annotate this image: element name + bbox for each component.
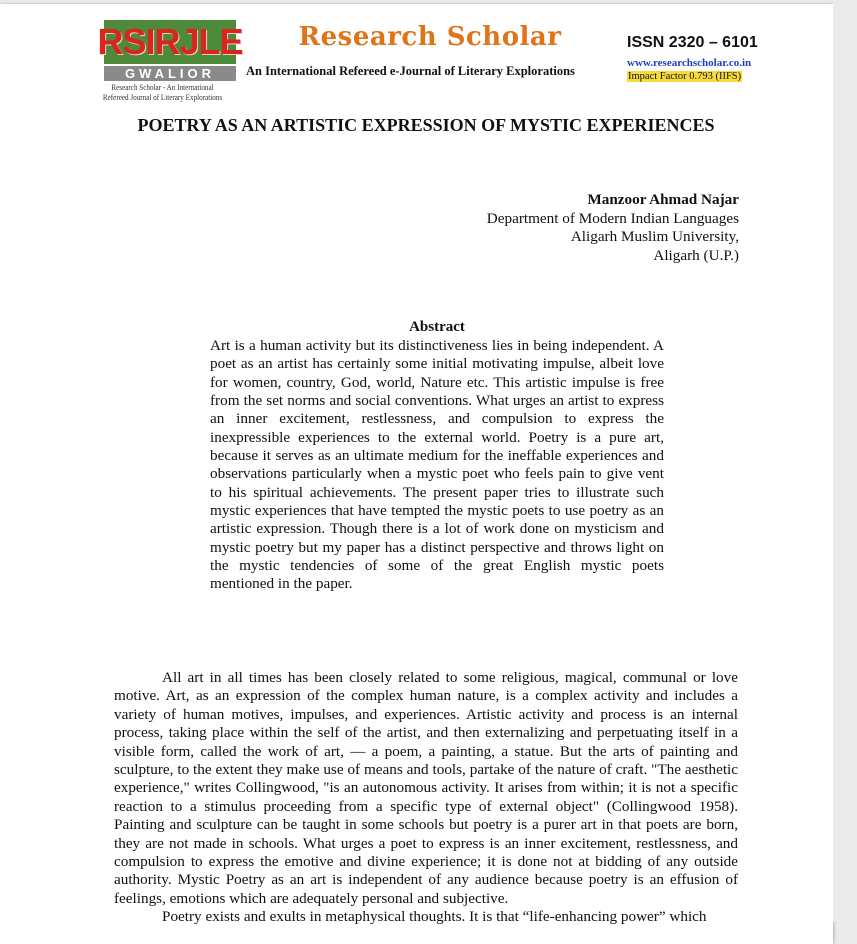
impact-factor: Impact Factor 0.793 (IIFS): [628, 71, 742, 82]
journal-description: An International Refereed e-Journal of Literary Explorations: [246, 64, 575, 78]
viewer-background: [833, 0, 857, 922]
author-department: Department of Modern Indian Languages: [486, 209, 739, 227]
logo-subtitle-line-1: Research Scholar - An International: [111, 83, 214, 92]
issn-number: ISSN 2320 – 6101: [627, 34, 758, 51]
journal-website-link[interactable]: www.researchscholar.co.in: [627, 57, 752, 69]
logo-subtitle-line-2: Refereed Journal of Literary Explorations: [102, 93, 223, 102]
abstract-text: Art is a human activity but its distinctiveness lies in being independent. A poet as an artist has certainly some initial motivating impulse, albeit love for women, country, God, world, Nature etc. This artistic impulse is free from the set norms and social conventions. What urges an artist to express an inner excitement, restlessness, and compulsion to express the inexpressible experiences to the external world. Poetry is a pure art, because it serves as an ultimate medium for the ineffable experiences and observations particularly when a mystic poet who feels pain to give vent to his spiritual achievements. The present paper tries to illustrate such mystic experiences that have tempted the mystic poets to use poetry as an artistic expression. Though there is a lot of work done on mysticism and mystic poetry but my paper has a distinct perspective and throws light on the mystic tendencies of some of the great English mystic poets mentioned in the paper.: [210, 337, 664, 593]
author-university: Aligarh Muslim University,: [570, 228, 739, 245]
journal-name: Research Scholar: [298, 22, 562, 52]
body-paragraph: All art in all times has been closely related to some religious, magical, communal or love motive. Art, as an expression of the complex human nature, is a complex activity and includes a variety of human motives, impulses, and experiences. Artistic activity and process is an internal process, taking place within the self of the artist, and then externalizing and perpetuating itself in a visible form, called the work of art, — a poem, a painting, a statue. But the arts of painting and sculpture, to the extent they make use of means and tools, partake of the nature of craft. "The aesthetic experience," writes Collingwood, "is an autonomous activity. It arises from within; it is not a specific reaction to a stimulus proceeding from a specific type of external object" (Collingwood 1958). Painting and sculpture can be taught in some schools but poetry is a purer art in that poets are born, they are not made in schools. What urges a poet to express is an inner excitement, restlessness, and compulsion to express the emotive and divine experience; it is done not at bidding of any outside authority. Mystic Poetry as an art is independent of any audience because poetry is an effusion of feelings, emotions which are adequately personal and subjective.: [114, 669, 738, 907]
paper-title: POETRY AS AN ARTISTIC EXPRESSION OF MYSTIC EXPERIENCES: [137, 115, 715, 135]
journal-logo: [97, 20, 243, 102]
author-block: [487, 191, 739, 265]
logo-acronym: RSIRJLE: [97, 21, 243, 62]
logo-city: GWALIOR: [104, 66, 236, 81]
author-location: Aligarh (U.P.): [653, 246, 739, 264]
author-name: Manzoor Ahmad Najar: [587, 191, 739, 208]
body-text: [114, 669, 738, 927]
abstract-heading: Abstract: [409, 319, 465, 335]
body-paragraph: Poetry exists and exults in metaphysical thoughts. It is that “life-enhancing power” which: [162, 908, 707, 926]
logo-subtitle: [98, 83, 227, 103]
